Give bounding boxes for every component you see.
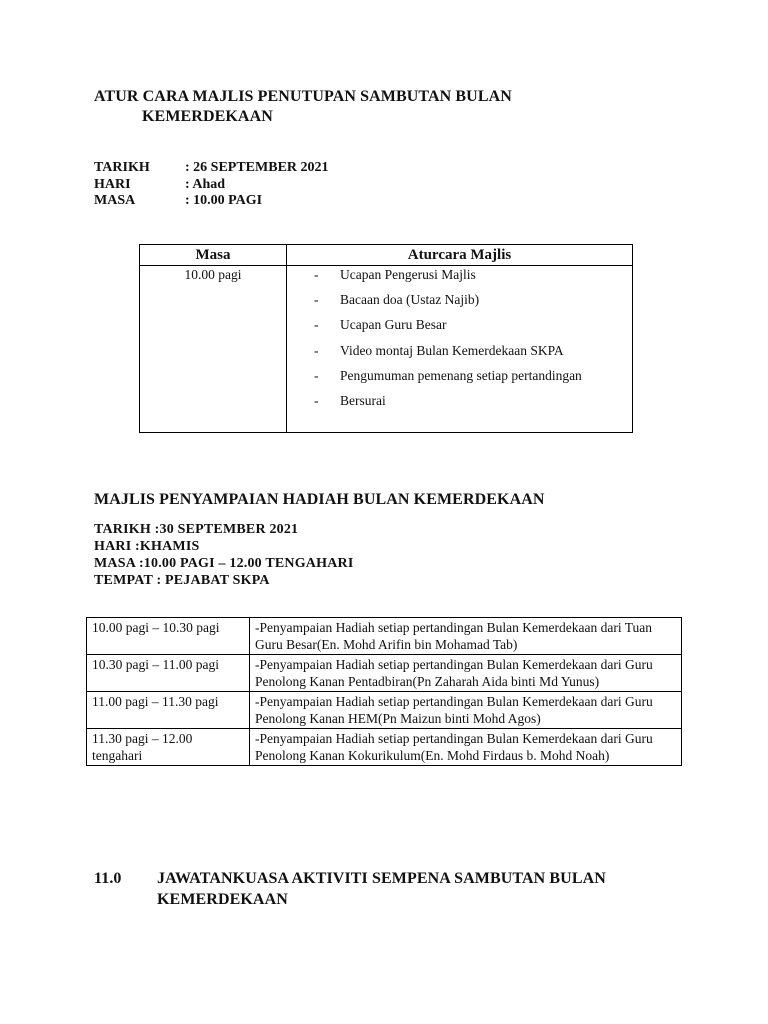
section3-title-line2: KEMERDEKAAN xyxy=(157,891,288,908)
list-item-text: Bersurai xyxy=(340,392,386,408)
info-value: : 10.00 PAGI xyxy=(185,193,263,208)
info-hari xyxy=(94,177,225,193)
list-dash: - xyxy=(314,292,319,308)
info-masa xyxy=(94,193,262,209)
section1-title-line1: ATUR CARA MAJLIS PENUTUPAN SAMBUTAN BULAN xyxy=(94,88,512,105)
list-dash: - xyxy=(314,267,319,282)
list-item xyxy=(314,266,582,291)
info2-hari: HARI :KHAMIS xyxy=(94,539,200,554)
info-label: HARI xyxy=(94,177,131,192)
info-tarikh xyxy=(94,160,329,176)
info-value: : Ahad xyxy=(185,177,226,192)
list-item-text: Pengumuman pemenang setiap pertandingan xyxy=(340,367,582,383)
info2-masa: MASA :10.00 PAGI – 12.00 TENGAHARI xyxy=(94,556,354,571)
table-cell-desc: -Penyampaian Hadiah setiap pertandingan Bulan Kemerdekaan dari Tuan Guru Besar(En. Mohd Arifin bin Mohamad Tab) xyxy=(250,618,682,655)
table-row xyxy=(87,692,682,729)
table-row xyxy=(87,729,682,766)
list-item xyxy=(314,316,582,341)
aturcara-table xyxy=(139,244,633,433)
info-label: MASA xyxy=(94,193,136,208)
table-cell-time: 11.30 pagi – 12.00 tengahari xyxy=(87,729,250,766)
list-item xyxy=(314,367,582,392)
aturcara-list xyxy=(314,266,582,417)
table-cell-desc: -Penyampaian Hadiah setiap pertandingan Bulan Kemerdekaan dari Guru Penolong Kanan HEM(Pn Maizun binti Mohd Agos) xyxy=(250,692,682,729)
list-dash: - xyxy=(314,367,319,383)
list-dash: - xyxy=(314,317,319,333)
list-item xyxy=(314,342,582,367)
table-cell-time: 10.30 pagi – 11.00 pagi xyxy=(87,655,250,692)
info2-tarikh: TARIKH :30 SEPTEMBER 2021 xyxy=(94,522,299,537)
table-cell-desc: -Penyampaian Hadiah setiap pertandingan Bulan Kemerdekaan dari Guru Penolong Kanan Pentadbiran(Pn Zaharah Aida binti Md Yunus) xyxy=(250,655,682,692)
section2-title: MAJLIS PENYAMPAIAN HADIAH BULAN KEMERDEKAAN xyxy=(94,491,545,508)
hadiah-table xyxy=(86,617,682,766)
section3-number: 11.0 xyxy=(94,870,122,887)
section1-title-line2: KEMERDEKAAN xyxy=(142,108,273,125)
section3-title-line1: JAWATANKUASA AKTIVITI SEMPENA SAMBUTAN BULAN xyxy=(157,870,606,887)
list-item xyxy=(314,291,582,316)
table-cell-time: 10.00 pagi xyxy=(184,267,242,282)
table-row xyxy=(87,655,682,692)
list-item-text: Ucapan Pengerusi Majlis xyxy=(340,267,476,282)
info-value: : 26 SEPTEMBER 2021 xyxy=(185,160,329,175)
list-dash: - xyxy=(314,392,319,408)
table-header-aturcara: Aturcara Majlis xyxy=(407,247,512,263)
info2-tempat: TEMPAT : PEJABAT SKPA xyxy=(94,573,270,588)
list-item xyxy=(314,392,582,417)
table-cell-time: 10.00 pagi – 10.30 pagi xyxy=(87,618,250,655)
info-label: TARIKH xyxy=(94,160,150,175)
table-cell-desc: -Penyampaian Hadiah setiap pertandingan Bulan Kemerdekaan dari Guru Penolong Kanan Kokurikulum(En. Mohd Firdaus b. Mohd Noah) xyxy=(250,729,682,766)
table-header-masa: Masa xyxy=(195,247,231,263)
table-cell-time: 11.00 pagi – 11.30 pagi xyxy=(87,692,250,729)
list-item-text: Bacaan doa (Ustaz Najib) xyxy=(340,292,480,308)
list-item-text: Ucapan Guru Besar xyxy=(340,317,447,333)
table-row xyxy=(87,618,682,655)
list-dash: - xyxy=(314,342,319,358)
list-item-text: Video montaj Bulan Kemerdekaan SKPA xyxy=(340,342,564,358)
table-column-divider xyxy=(286,245,287,432)
